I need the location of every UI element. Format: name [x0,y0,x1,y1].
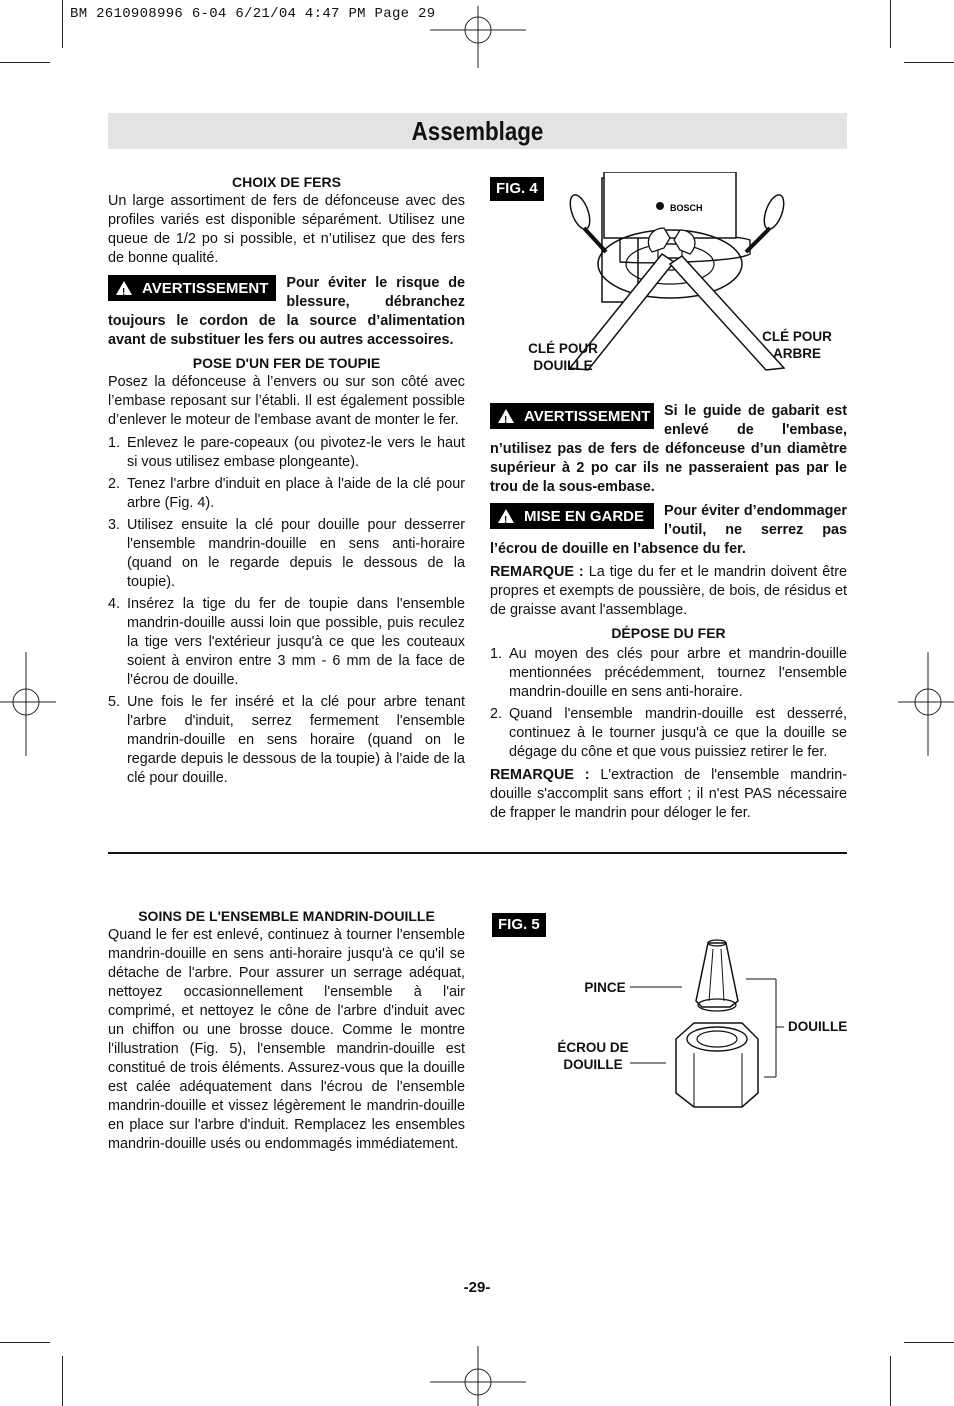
fig5-callout-pince: PINCE [584,980,626,995]
registration-mark-top [430,6,526,70]
fig4-brand: BOSCH [670,203,703,213]
registration-mark-bottom [430,1346,526,1406]
depose-heading: DÉPOSE DU FER [611,625,726,641]
remark1: REMARQUE : La tige du fer et le mandrin doivent être propres et exempts de poussière, de bois, de résidus et de graisse avant l'assemblage. [490,564,847,618]
warning2-badge: ! AVERTISSEMENT [490,403,654,429]
choix-heading: CHOIX DE FERS [232,174,341,190]
fig4-callout-douille: CLÉ POUR DOUILLE [528,341,598,373]
list-item: 2. Tenez l'arbre d'induit en place à l'aide de la clé pour arbre (Fig. 4). [108,476,465,511]
right-column [490,402,847,823]
list-item: 3. Utilisez ensuite la clé pour douille pour desserrer l'ensemble mandrin-douille en sens anti-horaire (quand on le regarde depuis le dessous de la toupie). [108,517,465,590]
soins-section [108,907,465,1154]
soins-body: Quand le fer est enlevé, continuez à tourner l'ensemble mandrin-douille en sens anti-horaire jusqu'à ce qu'il se détache de l'arbre. Pour assurer un serrage adéquat, nettoyez occasionnellement l'ensemble à l'air comprimé, et nettoyez le cône de l'arbre d'induit avec un chiffon ou une brosse douce. Comme le montre l'illustration (Fig. 5), l'ensemble mandrin-douille est constitué de trois éléments. Assurez-vous que la douille est calée adéquatement dans l'écrou de l'ensemble mandrin-douille et vissez légèrement le mandrin-douille en place sur l'arbre d'induit. Remplacez les ensembles mandrin-douille usés ou endommagés immédiatement. [108,927,465,1152]
warning2-block [490,402,847,497]
warning2-text: Si le guide de gabarit est enlevé de l'embase, n’utilisez pas de fers de défonceuse d’un diamètre supérieur à 2 po car ils ne passeraient pas par le trou de la sous-embase. [490,403,847,495]
warning-icon [116,281,132,295]
warning-icon [498,409,514,423]
fig4-callout-arbre: CLÉ POUR ARBRE [762,329,832,361]
warning-block [108,274,465,350]
depose-steps [490,645,847,762]
page-number: -29- [463,1279,491,1296]
remark2: REMARQUE : L'extraction de l'ensemble mandrin-douille s'accomplit sans effort ; il n'est PAS nécessaire de frapper le mandrin pour déloger le fer. [490,767,847,821]
list-item: 1. Enlevez le pare-copeaux (ou pivotez-le vers le haut si vous utilisez embase plongeante). [108,435,465,470]
print-slug: BM 2610908996 6-04 6/21/04 4:47 PM Page 29 [70,6,436,22]
list-item: 1. Au moyen des clés pour arbre et mandrin-douille mentionnées précédemment, tournez l'ensemble mandrin-douille en sens anti-horaire. [490,646,847,700]
fig5-illustration [620,935,790,1115]
choix-body: Un large assortiment de fers de défonceuse avec des profiles variés est disponible séparément. Utilisez une queue de 1/2 po si possible, et n’utilisez que des fers de bonne qualité. [108,193,465,266]
list-item: 4. Insérez la tige du fer de toupie dans l'ensemble mandrin-douille aussi loin que possible, puis reculez la tige vers l'extérieur jusqu'à ce que les couteaux soient à environ entre 3 mm - 6 mm de la face de l'écrou de douille. [108,596,465,688]
warning-text: Pour éviter le risque de blessure, débranchez toujours le cordon de la source d’alimentation avant de substituer les fers ou autres accessoires. [108,275,465,348]
pose-body: Posez la défonceuse à l’envers ou sur son côté avec l’embase reposant sur l’établi. Il est également possible d’enlever le moteur de l'embase avant de monter le fer. [108,374,465,428]
list-item: 5. Une fois le fer inséré et la clé pour arbre tenant l'arbre d'induit, serrez fermement l'ensemble mandrin-douille en sens horaire (quand on le regarde depuis le dessous de la toupie) à l'aide de la clé pour douille. [108,694,465,786]
registration-mark-right [898,652,954,756]
fig5-callout-douille: DOUILLE [788,1019,848,1034]
pose-steps [108,434,465,788]
page-title: Assemblage [411,116,544,146]
fig5-label: FIG. 5 [492,913,546,937]
caution-badge: ! MISE EN GARDE [490,503,654,529]
fig5-callout-ecrou: ÉCROU DE DOUILLE [557,1040,629,1072]
warning-badge: ! AVERTISSEMENT [108,275,276,301]
registration-mark-left [0,652,56,756]
fig4-label: FIG. 4 [490,177,544,201]
list-item: 2. Quand l'ensemble mandrin-douille est desserré, continuez à le tourner jusqu'à ce que la douille se dégage du cône et que vous puissiez retirer le fer. [490,706,847,760]
warning-icon [498,509,514,523]
soins-heading: SOINS DE L'ENSEMBLE MANDRIN-DOUILLE [138,908,435,924]
caution-block [490,502,847,559]
left-column [108,173,465,791]
pose-heading: POSE D'UN FER DE TOUPIE [192,355,381,371]
caution-text: Pour éviter d’endommager l’outil, ne serrez pas l’écrou de douille en l’absence du fer. [490,503,847,557]
section-divider [108,852,847,854]
